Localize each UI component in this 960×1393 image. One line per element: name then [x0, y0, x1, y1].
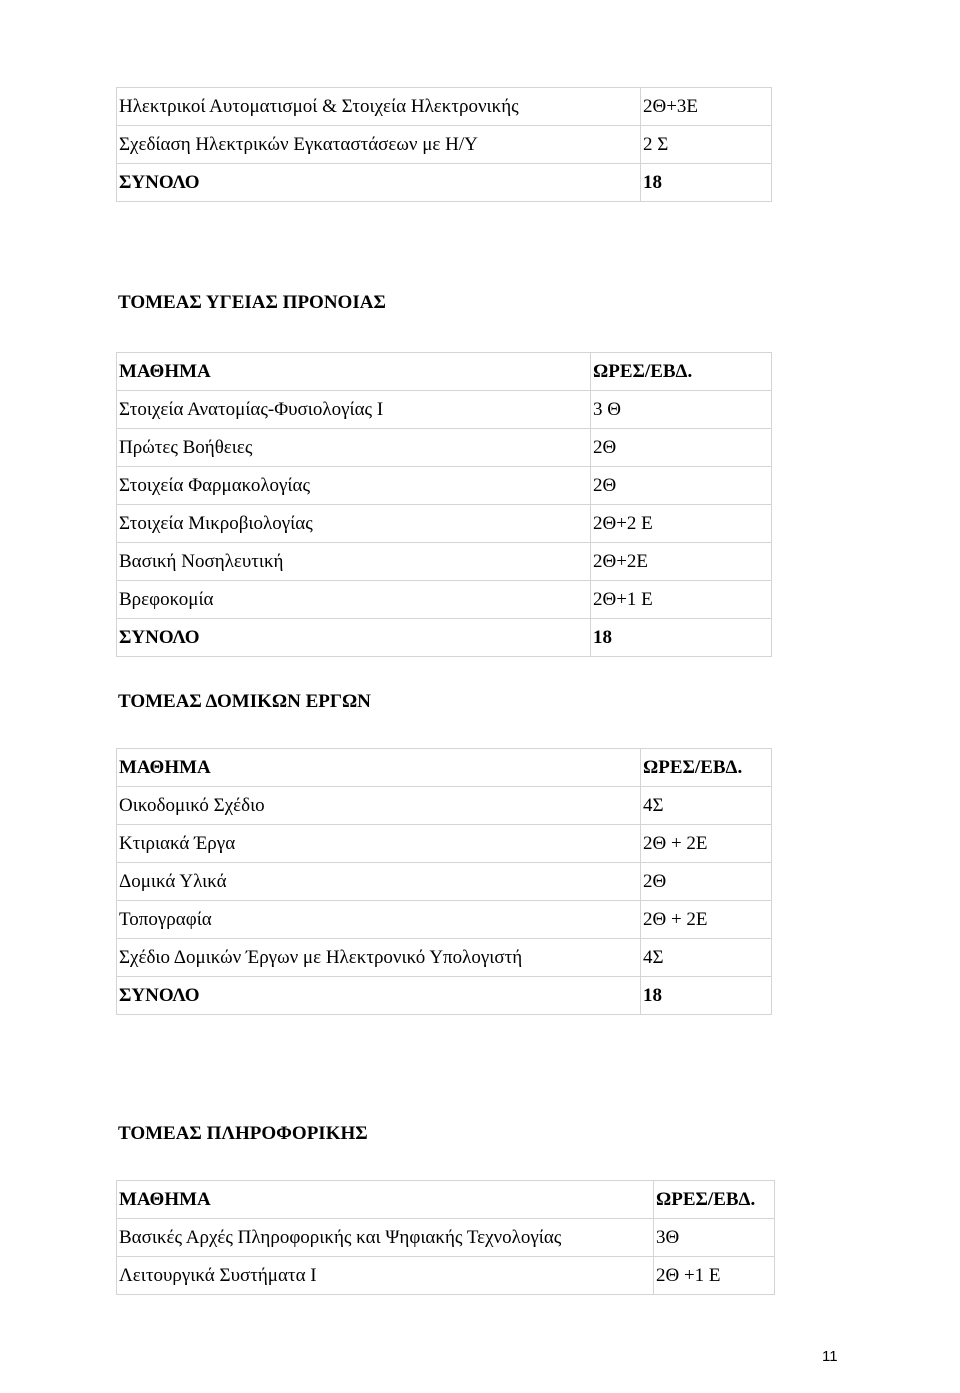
- table-header-row: [117, 353, 772, 391]
- section-title-informatics: ΤΟΜΕΑΣ ΠΛΗΡΟΦΟΡΙΚΗΣ: [118, 1123, 368, 1144]
- hours-cell: 2Θ + 2Ε: [641, 825, 772, 863]
- table-construction: [116, 748, 772, 1015]
- subject-cell: Πρώτες Βοήθειες: [117, 429, 591, 467]
- subject-cell: Βασική Νοσηλευτική: [117, 543, 591, 581]
- subject-cell: Στοιχεία Φαρμακολογίας: [117, 467, 591, 505]
- hours-cell: 2 Σ: [641, 126, 772, 164]
- table-row: [117, 1257, 775, 1295]
- table-row: [117, 391, 772, 429]
- table-row: [117, 126, 772, 164]
- table-electrical-continued: [116, 87, 772, 202]
- subject-cell: Κτιριακά Έργα: [117, 825, 641, 863]
- header-subject: ΜΑΘΗΜΑ: [117, 1181, 654, 1219]
- header-subject: ΜΑΘΗΜΑ: [117, 353, 591, 391]
- header-hours: ΩΡΕΣ/ΕΒΔ.: [641, 749, 772, 787]
- table-row: [117, 939, 772, 977]
- subject-cell: Σχεδίαση Ηλεκτρικών Εγκαταστάσεων με Η/Υ: [117, 126, 641, 164]
- hours-cell: 3Θ: [654, 1219, 775, 1257]
- subject-cell: Βασικές Αρχές Πληροφορικής και Ψηφιακής Τεχνολογίας: [117, 1219, 654, 1257]
- hours-cell: 2Θ+1 Ε: [591, 581, 772, 619]
- subject-cell: Στοιχεία Ανατομίας-Φυσιολογίας Ι: [117, 391, 591, 429]
- table-row: [117, 467, 772, 505]
- subject-cell: Λειτουργικά Συστήματα Ι: [117, 1257, 654, 1295]
- total-row: [117, 619, 772, 657]
- header-hours: ΩΡΕΣ/ΕΒΔ.: [591, 353, 772, 391]
- subject-cell: Στοιχεία Μικροβιολογίας: [117, 505, 591, 543]
- hours-cell: 2Θ+3Ε: [641, 88, 772, 126]
- subject-cell: Ηλεκτρικοί Αυτοματισμοί & Στοιχεία Ηλεκτρονικής: [117, 88, 641, 126]
- table-row: [117, 543, 772, 581]
- subject-cell: Βρεφοκομία: [117, 581, 591, 619]
- table-row: [117, 825, 772, 863]
- total-label: ΣΥΝΟΛΟ: [117, 977, 641, 1015]
- table-row: [117, 901, 772, 939]
- table-health: [116, 352, 772, 657]
- table-row: [117, 863, 772, 901]
- hours-cell: 2Θ: [591, 467, 772, 505]
- section-title-construction: ΤΟΜΕΑΣ ΔΟΜΙΚΩΝ ΕΡΓΩΝ: [118, 691, 371, 712]
- hours-cell: 2Θ: [641, 863, 772, 901]
- table-row: [117, 1219, 775, 1257]
- subject-cell: Δομικά Υλικά: [117, 863, 641, 901]
- table-row: [117, 787, 772, 825]
- subject-cell: Σχέδιο Δομικών Έργων με Ηλεκτρονικό Υπολογιστή: [117, 939, 641, 977]
- table-header-row: [117, 1181, 775, 1219]
- table-row: [117, 88, 772, 126]
- table-header-row: [117, 749, 772, 787]
- header-subject: ΜΑΘΗΜΑ: [117, 749, 641, 787]
- total-row: [117, 164, 772, 202]
- hours-cell: 2Θ+2 Ε: [591, 505, 772, 543]
- table-row: [117, 429, 772, 467]
- hours-cell: 2Θ +1 Ε: [654, 1257, 775, 1295]
- subject-cell: Οικοδομικό Σχέδιο: [117, 787, 641, 825]
- page-number: 11: [822, 1348, 838, 1365]
- table-row: [117, 505, 772, 543]
- section-title-health: ΤΟΜΕΑΣ ΥΓΕΙΑΣ ΠΡΟΝΟΙΑΣ: [118, 292, 386, 313]
- total-value: 18: [591, 619, 772, 657]
- header-hours: ΩΡΕΣ/ΕΒΔ.: [654, 1181, 775, 1219]
- hours-cell: 2Θ+2Ε: [591, 543, 772, 581]
- total-label: ΣΥΝΟΛΟ: [117, 619, 591, 657]
- hours-cell: 2Θ: [591, 429, 772, 467]
- hours-cell: 2Θ + 2Ε: [641, 901, 772, 939]
- hours-cell: 4Σ: [641, 787, 772, 825]
- total-row: [117, 977, 772, 1015]
- hours-cell: 4Σ: [641, 939, 772, 977]
- total-value: 18: [641, 977, 772, 1015]
- subject-cell: Τοπογραφία: [117, 901, 641, 939]
- total-value: 18: [641, 164, 772, 202]
- table-informatics: [116, 1180, 775, 1295]
- total-label: ΣΥΝΟΛΟ: [117, 164, 641, 202]
- table-row: [117, 581, 772, 619]
- hours-cell: 3 Θ: [591, 391, 772, 429]
